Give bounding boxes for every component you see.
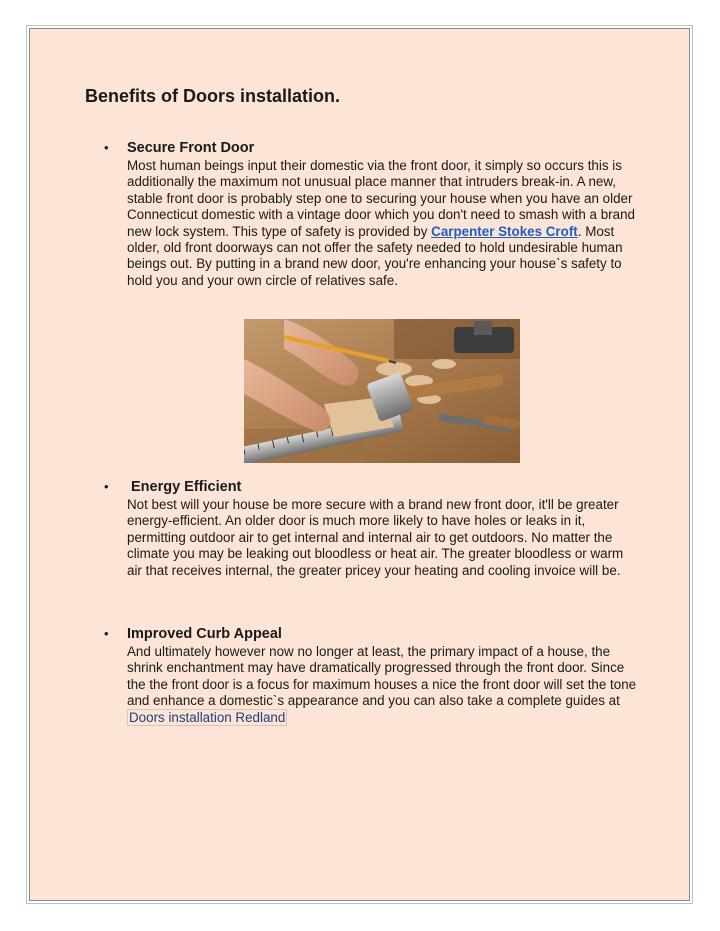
carpentry-illustration xyxy=(244,319,520,463)
bullet: • xyxy=(104,479,109,494)
doors-installation-redland-link[interactable]: Doors installation Redland xyxy=(129,709,286,725)
body-text: . Most older, old front doorways can not offer the safety needed to hold undesirable human beings out. By putting in a brand new door, you're enhancing your house`s safety to hold you and your own circle of relatives safe. xyxy=(127,223,623,288)
section-body xyxy=(127,644,637,726)
section-body xyxy=(127,158,637,289)
carpentry-photo xyxy=(244,319,520,463)
bullet: • xyxy=(104,626,109,641)
carpenter-stokes-croft-link[interactable]: Carpenter Stokes Croft xyxy=(431,223,578,239)
section-heading: Secure Front Door xyxy=(127,140,255,156)
section-heading: Energy Efficient xyxy=(131,479,242,495)
document-title: Benefits of Doors installation. xyxy=(85,86,341,106)
document-page xyxy=(29,28,690,901)
body-text: And ultimately however now no longer at least, the primary impact of a house, the shrink enchantment may have dramatically progressed through the front door. Since the the front door is a focus for maximum houses a nice the front door will set the tone and enhance a domestic`s appearance and you can also take a complete guides at xyxy=(127,644,637,709)
bullet: • xyxy=(104,140,109,155)
section-body: Not best will your house be more secure with a brand new front door, it'll be greater energy-efficient. An older door is much more likely to have holes or leaks in it, permitting outdoor air to get internal and internal air to get outdoors. No matter the climate you may be leaking out bloodless or heat air. The greater bloodless or warm air that receives internal, the greater pricey your heating and cooling invoice will be. xyxy=(127,497,624,578)
section-heading: Improved Curb Appeal xyxy=(127,626,282,642)
body-text: Most human beings input their domestic via the front door, it simply so occurs this is additionally the maximum not unusual place manner that intruders break-in. A new, stable front door is probably step one to securing your house when you have an older Connecticut domestic with a vintage door which you don't need to smash with a brand new lock system. This type of safety is provided by xyxy=(127,158,635,239)
